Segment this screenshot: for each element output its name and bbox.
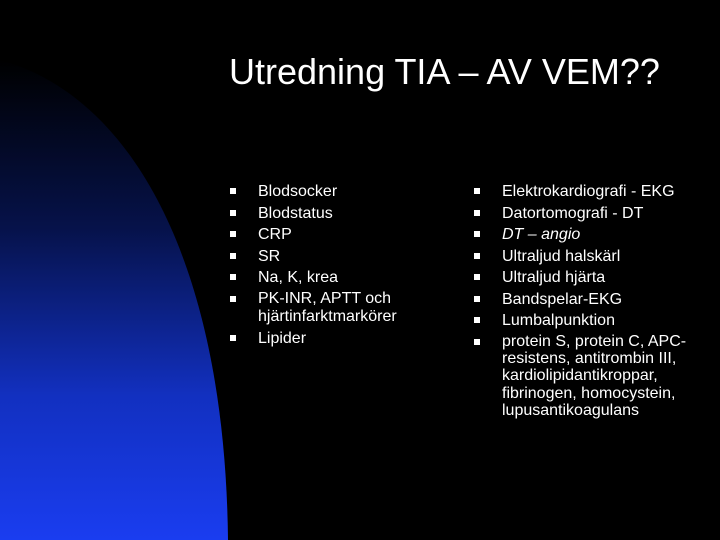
list-item [230, 267, 450, 289]
right-bullet-list [474, 181, 714, 420]
list-item [474, 224, 714, 246]
square-bullet-icon [474, 274, 480, 280]
list-item-text: Blodsocker [258, 183, 338, 200]
list-item [474, 289, 714, 311]
list-item [230, 289, 450, 328]
square-bullet-icon [474, 231, 480, 237]
list-item-text: Lumbalpunktion [502, 312, 615, 329]
list-item-text: PK-INR, APTT och hjärtinfarktmarkörer [258, 289, 397, 325]
list-item-text: Elektrokardiografi - EKG [502, 183, 675, 200]
square-bullet-icon [230, 231, 236, 237]
square-bullet-icon [474, 339, 480, 345]
list-item [474, 203, 714, 225]
list-item [230, 224, 450, 246]
left-bullet-list [230, 181, 450, 349]
square-bullet-icon [474, 253, 480, 259]
list-item [474, 267, 714, 289]
square-bullet-icon [474, 210, 480, 216]
list-item-text: Ultraljud hjärta [502, 269, 606, 286]
list-item [230, 181, 450, 203]
list-item-text: DT – angio [502, 226, 581, 243]
list-item [230, 246, 450, 268]
square-bullet-icon [474, 317, 480, 323]
square-bullet-icon [230, 188, 236, 194]
square-bullet-icon [474, 188, 480, 194]
list-item [474, 181, 714, 203]
list-item-text: protein S, protein C, APC-resistens, antitrombin III, kardiolipidantikroppar, fibrinogen, homocystein, lupusantikoagulans [502, 332, 687, 420]
slide-title: Utredning TIA – AV VEM?? [229, 51, 660, 92]
square-bullet-icon [230, 210, 236, 216]
list-item [474, 332, 714, 420]
list-item-text: Blodstatus [258, 204, 333, 222]
list-item-text: Na, K, krea [258, 269, 339, 286]
list-item-text: Lipider [258, 329, 307, 347]
list-item-text: Ultraljud halskärl [502, 247, 621, 265]
square-bullet-icon [474, 296, 480, 302]
square-bullet-icon [230, 253, 236, 259]
square-bullet-icon [230, 335, 236, 341]
list-item-text: Datortomografi - DT [502, 204, 644, 222]
list-item-text: CRP [258, 226, 292, 243]
square-bullet-icon [230, 296, 236, 302]
list-item-text: SR [258, 247, 281, 265]
list-item [230, 203, 450, 225]
list-item [474, 246, 714, 268]
square-bullet-icon [230, 274, 236, 280]
list-item [474, 310, 714, 332]
list-item [230, 328, 450, 350]
list-item-text: Bandspelar-EKG [502, 290, 623, 308]
